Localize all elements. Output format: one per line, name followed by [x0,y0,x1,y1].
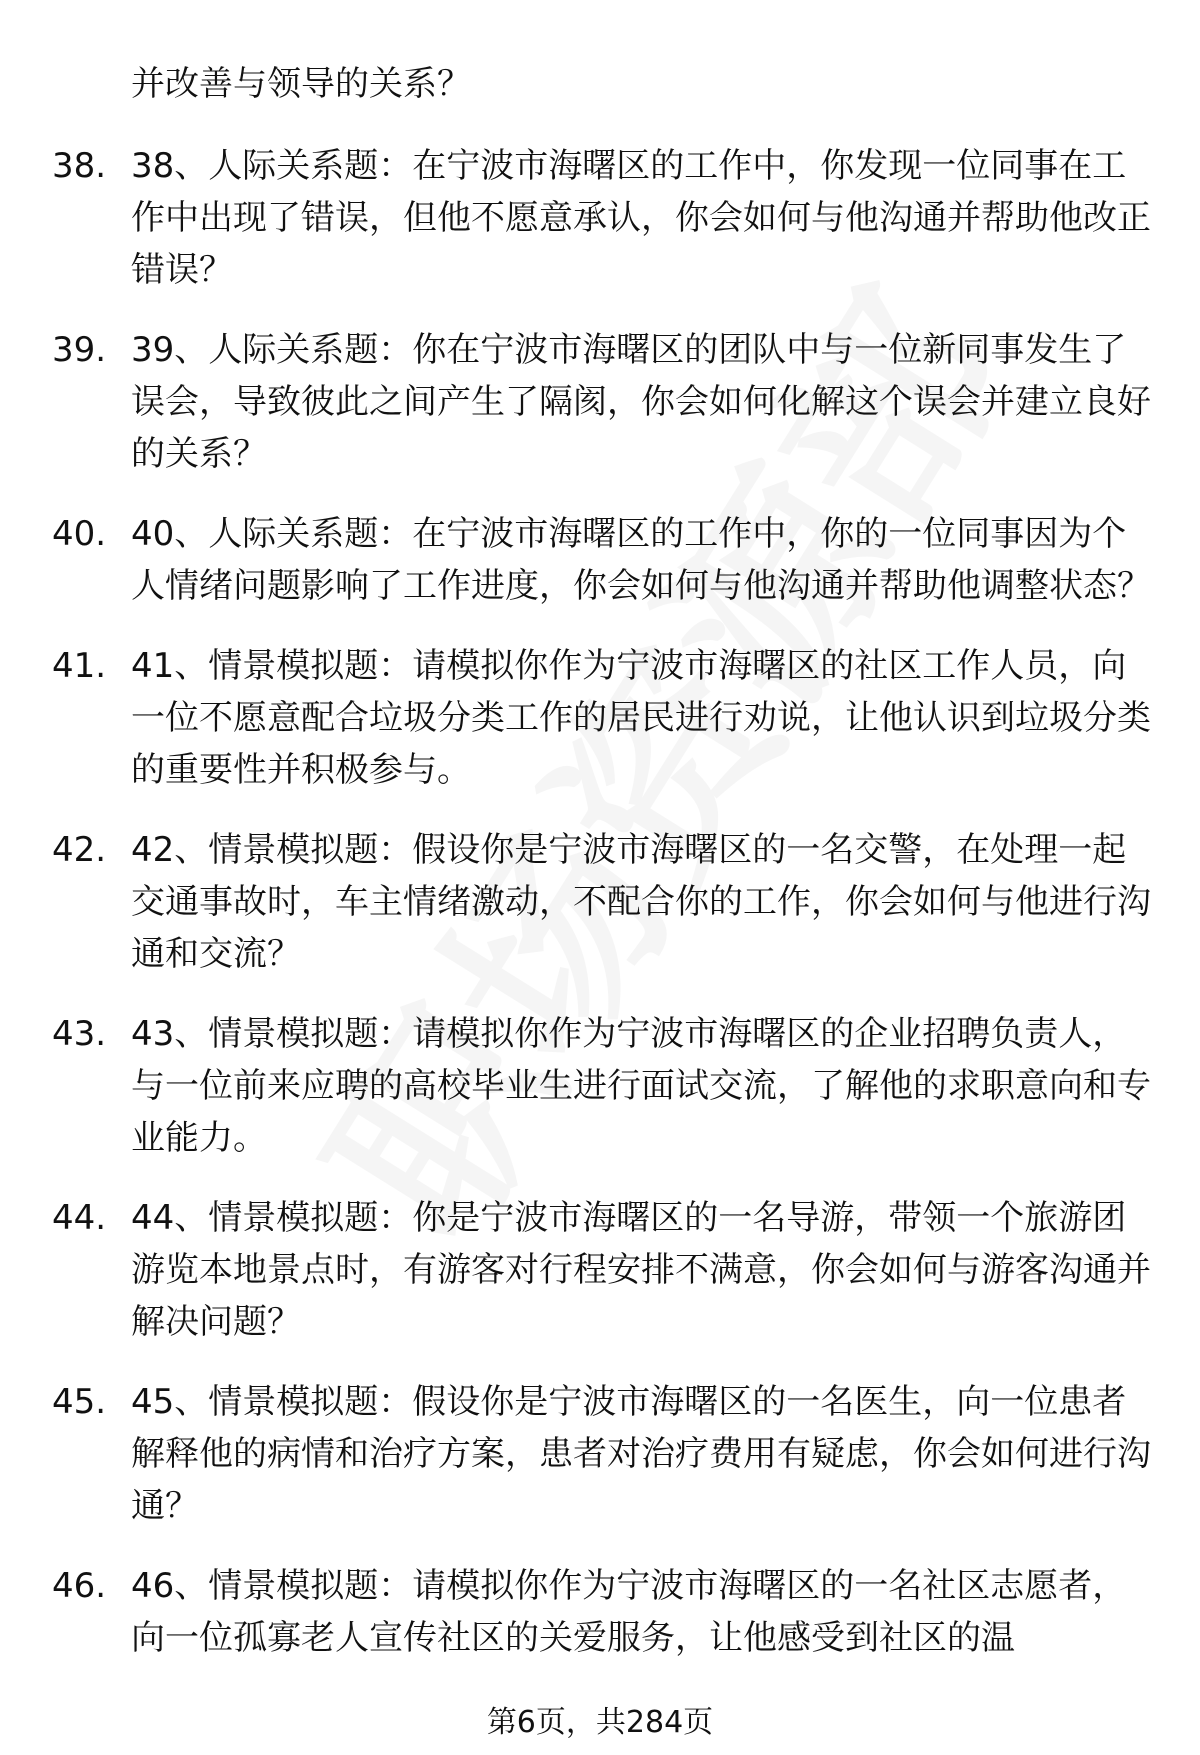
list-item [0,140,1200,296]
item-text: 41、情景模拟题：请模拟你作为宁波市海曙区的社区工作人员，向一位不愿意配合垃圾分类工作的居民进行劝说，让他认识到垃圾分类的重要性并积极参与。 [131,646,1151,790]
list-item [0,1376,1200,1532]
item-number: 39. [52,330,107,370]
item-number: 42. [52,830,107,870]
item-text: 42、情景模拟题：假设你是宁波市海曙区的一名交警，在处理一起交通事故时，车主情绪激动，不配合你的工作，你会如何与他进行沟通和交流？ [131,830,1151,974]
item-text: 39、人际关系题：你在宁波市海曙区的团队中与一位新同事发生了误会，导致彼此之间产生了隔阂，你会如何化解这个误会并建立良好的关系？ [131,330,1151,474]
continuation-text: 并改善与领导的关系？ [131,64,471,104]
page-footer: 第6页，共284页 [486,1705,714,1740]
list-item [0,1560,1200,1664]
list-item [0,508,1200,612]
item-number: 40. [52,514,107,554]
item-number: 43. [52,1014,107,1054]
item-number: 46. [52,1566,107,1606]
list-item [0,640,1200,796]
list-item [0,324,1200,480]
item-number: 38. [52,146,107,186]
item-text: 40、人际关系题：在宁波市海曙区的工作中，你的一位同事因为个人情绪问题影响了工作进度，你会如何与他沟通并帮助他调整状态？ [131,514,1151,606]
item-text: 46、情景模拟题：请模拟你作为宁波市海曙区的一名社区志愿者，向一位孤寡老人宣传社区的关爱服务，让他感受到社区的温 [131,1566,1127,1658]
item-number: 45. [52,1382,107,1422]
item-text: 38、人际关系题：在宁波市海曙区的工作中，你发现一位同事在工作中出现了错误，但他不愿意承认，你会如何与他沟通并帮助他改正错误？ [131,146,1151,290]
item-number: 44. [52,1198,107,1238]
question-list [0,140,1200,1692]
item-text: 44、情景模拟题：你是宁波市海曙区的一名导游，带领一个旅游团游览本地景点时，有游客对行程安排不满意，你会如何与游客沟通并解决问题？ [131,1198,1151,1342]
item-text: 45、情景模拟题：假设你是宁波市海曙区的一名医生，向一位患者解释他的病情和治疗方案，患者对治疗费用有疑虑，你会如何进行沟通？ [131,1382,1151,1526]
item-text: 43、情景模拟题：请模拟你作为宁波市海曙区的企业招聘负责人，与一位前来应聘的高校毕业生进行面试交流，了解他的求职意向和专业能力。 [131,1014,1151,1158]
list-item [0,824,1200,980]
list-item [0,1192,1200,1348]
item-number: 41. [52,646,107,686]
list-item [0,1008,1200,1164]
